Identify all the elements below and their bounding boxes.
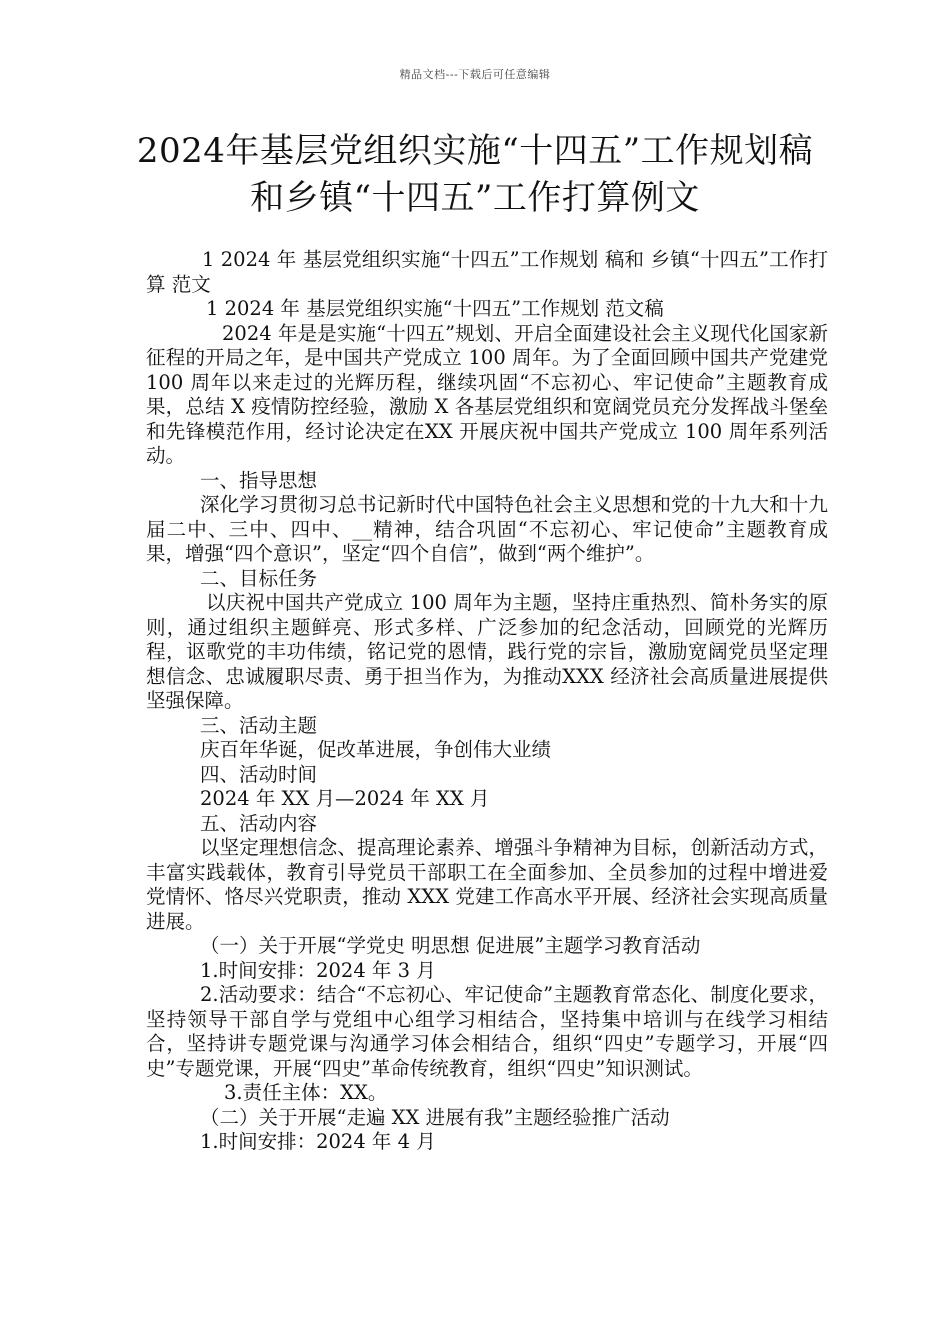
section-heading-4: 四、活动时间 (200, 762, 318, 786)
paragraph-subtitle-2: 1 2024 年 基层党组织实施“十四五”工作规划 范文稿 (206, 297, 664, 320)
paragraph-subtitle: 1 2024 年 基层党组织实施“十四五”工作规划 稿和 乡镇“十四五”工作打算 范文 (146, 248, 828, 296)
section-heading-5: 五、活动内容 (200, 811, 318, 835)
document-body (146, 248, 828, 1155)
paragraph-time: 2024 年 XX 月—2024 年 XX 月 (200, 787, 490, 810)
list-item-requirements: 2.活动要求：结合“不忘初心、牢记使命”主题教育常态化、制度化要求，坚持领导干部自学与党组中心组学习相结合，坚持集中培训与在线学习相结合，坚持讲专题党课与沟通学习体会相结合，组织“四史”专题学习，开展“四史”专题党课，开展“四史”革命传统教育，组织“四史”知识测试。 (146, 983, 828, 1080)
paragraph-theme: 庆百年华诞，促改革进展，争创伟大业绩 (200, 738, 552, 761)
list-item-responsible: 3.责任主体：XX。 (224, 1081, 388, 1104)
subsection-heading-2: （二）关于开展“走遍 XX 进展有我”主题经验推广活动 (200, 1105, 670, 1129)
section-heading-3: 三、活动主题 (200, 713, 318, 737)
section-heading-2: 二、目标任务 (200, 566, 318, 590)
paragraph-goals: 以庆祝中国共产党成立 100 周年为主题，坚持庄重热烈、简朴务实的原则，通过组织主题鲜亮、形式多样、广泛参加的纪念活动，回顾党的光辉历程，讴歌党的丰功伟绩，铭记党的恩情，践行党的宗旨，激励宽阔党员坚定理想信念、忠诚履职尽责、勇于担当作为，为推动XXX 经济社会高质量进展提供坚强保障。 (146, 591, 828, 712)
section-heading-1: 一、指导思想 (200, 468, 318, 492)
paragraph-guiding-ideology: 深化学习贯彻习总书记新时代中国特色社会主义思想和党的十九大和十九届二中、三中、四中、__精神，结合巩固“不忘初心、牢记使命”主题教育成果，增强“四个意识”，坚定“四个自信”，做到“两个维护”。 (146, 493, 828, 565)
list-item-time-2: 1.时间安排：2024 年 4 月 (200, 1130, 436, 1153)
list-item-time-1: 1.时间安排：2024 年 3 月 (200, 958, 436, 982)
paragraph-intro: 2024 年是是实施“十四五”规划、开启全面建设社会主义现代化国家新征程的开局之年，是中国共产党成立 100 周年。为了全面回顾中国共产党建党 100 周年以来走过的光辉历程，继续巩固“不忘初心、牢记使命”主题教育成果，总结 X 疫情防控经验，激励 X 各基层党组织和宽阔党员充分发挥战斗堡垒和先锋模范作用，经讨论决定在XX 开展庆祝中国共产党成立 100 周年系列活动。 (146, 321, 828, 467)
paragraph-content: 以坚定理想信念、提高理论素养、增强斗争精神为目标，创新活动方式，丰富实践载体，教育引导党员干部职工在全面参加、全员参加的过程中增进爱党情怀、恪尽兴党职责，推动 XXX 党建工作高水平开展、经济社会实现高质量进展。 (146, 836, 828, 933)
subsection-heading-1: （一）关于开展“学党史 明思想 促进展”主题学习教育活动 (200, 934, 701, 957)
header-note: 精品文档---下载后可任意编辑 (399, 68, 551, 81)
document-title: 2024年基层党组织实施“十四五”工作规划稿和乡镇“十四五”工作打算例文 (136, 131, 814, 218)
